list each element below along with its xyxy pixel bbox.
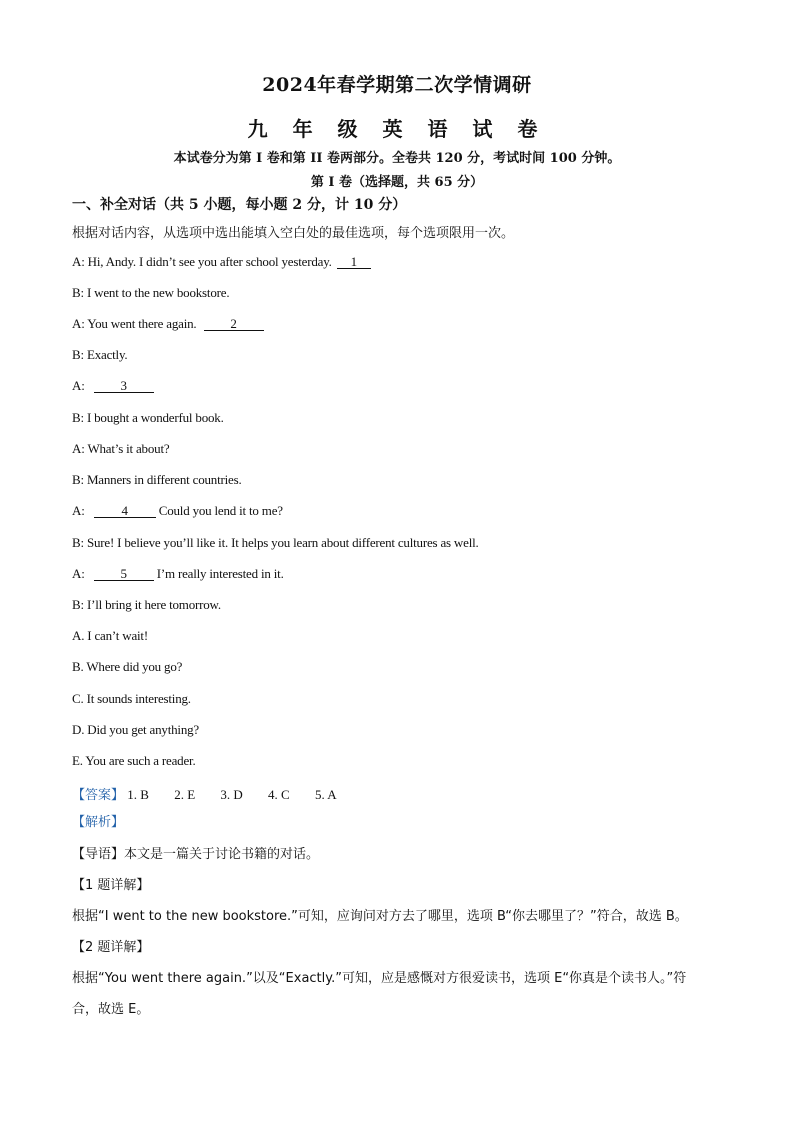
answer-row (72, 784, 359, 803)
dialogue-line (72, 378, 154, 394)
dialogue-line (72, 535, 479, 551)
dialogue-text: Could you lend it to me? (158, 503, 283, 518)
section-instruction: 根据对话内容，从选项中选出能填入空白处的最佳选项，每个选项限用一次。 (72, 226, 515, 241)
option-b: B. Where did you go? (72, 659, 183, 674)
dialogue-text: What’s it about? (87, 441, 170, 456)
dialogue-line (72, 347, 127, 363)
answer-item: 1. B (127, 787, 149, 802)
speaker-label: B: (72, 597, 84, 612)
dialogue-line (72, 566, 284, 582)
analysis-label: 【解析】 (72, 815, 125, 830)
speaker-label: A: (72, 441, 85, 456)
option-a: A. I can’t wait! (72, 628, 148, 643)
option-d: D. Did you get anything? (72, 722, 199, 737)
speaker-label: A: (72, 378, 85, 393)
speaker-label: A: (72, 254, 85, 269)
dialogue-line (72, 597, 221, 613)
part-heading: 第 I 卷（选择题，共 65 分） (310, 175, 484, 190)
dialogue-line (72, 410, 224, 426)
option-e: E. You are such a reader. (72, 753, 196, 768)
dialogue-line (72, 254, 371, 270)
dialogue-text: You went there again. (87, 316, 197, 331)
q2-detail-text-cont: 合，故选 E。 (72, 1002, 150, 1017)
answer-label: 【答案】 (72, 788, 125, 803)
q1-detail-label: 【1 题详解】 (72, 878, 150, 893)
speaker-label: B: (72, 410, 84, 425)
answer-item: 5. A (314, 787, 337, 802)
speaker-label: B: (72, 535, 84, 550)
answer-blank: 5 (94, 567, 154, 581)
option-c: C. It sounds interesting. (72, 691, 191, 706)
speaker-label: A: (72, 566, 85, 581)
dialogue-line (72, 316, 264, 332)
speaker-label: B: (72, 472, 84, 487)
answer-item: 3. D (220, 787, 243, 802)
speaker-label: B: (72, 285, 84, 300)
dialogue-line (72, 503, 283, 519)
speaker-label: A: (72, 503, 85, 518)
answer-blank: 3 (94, 379, 154, 393)
exam-subtitle: 九 年 级 英 语 试 卷 (247, 117, 547, 141)
answer-blank: 4 (94, 504, 156, 518)
answer-item: 2. E (174, 787, 196, 802)
answer-item: 4. C (268, 787, 290, 802)
dialogue-text: Hi, Andy. I didn’t see you after school yesterday. (87, 254, 332, 269)
q2-detail-label: 【2 题详解】 (72, 940, 150, 955)
answer-blank: 1 (337, 255, 371, 269)
exam-title: 2024年春学期第二次学情调研 (262, 74, 532, 96)
dialogue-line (72, 472, 242, 488)
speaker-label: B: (72, 347, 84, 362)
dialogue-text: Sure! I believe you’ll like it. It helps you learn about different cultures as well. (86, 535, 479, 550)
exam-info: 本试卷分为第 I 卷和第 II 卷两部分。全卷共 120 分，考试时间 100 分钟。 (173, 151, 621, 166)
q1-detail-text: 根据“I went to the new bookstore.”可知，应询问对方去了哪里，选项 B“你去哪里了？”符合，故选 B。 (72, 909, 688, 924)
dialogue-text: Manners in different countries. (86, 472, 242, 487)
dialogue-line (72, 441, 169, 457)
speaker-label: A: (72, 316, 85, 331)
q2-detail-text: 根据“You went there again.”以及“Exactly.”可知，应是感慨对方很爱读书，选项 E“你真是个读书人。”符 (72, 971, 687, 986)
section-heading: 一、补全对话（共 5 小题，每小题 2 分，计 10 分） (72, 197, 407, 213)
analysis-guide: 【导语】本文是一篇关于讨论书籍的对话。 (72, 847, 320, 862)
dialogue-text: I bought a wonderful book. (86, 410, 224, 425)
dialogue-line (72, 285, 229, 301)
answer-blank: 2 (204, 317, 264, 331)
dialogue-text: Exactly. (86, 347, 128, 362)
dialogue-text: I’m really interested in it. (156, 566, 284, 581)
dialogue-text: I went to the new bookstore. (86, 285, 230, 300)
dialogue-text: I’ll bring it here tomorrow. (86, 597, 221, 612)
